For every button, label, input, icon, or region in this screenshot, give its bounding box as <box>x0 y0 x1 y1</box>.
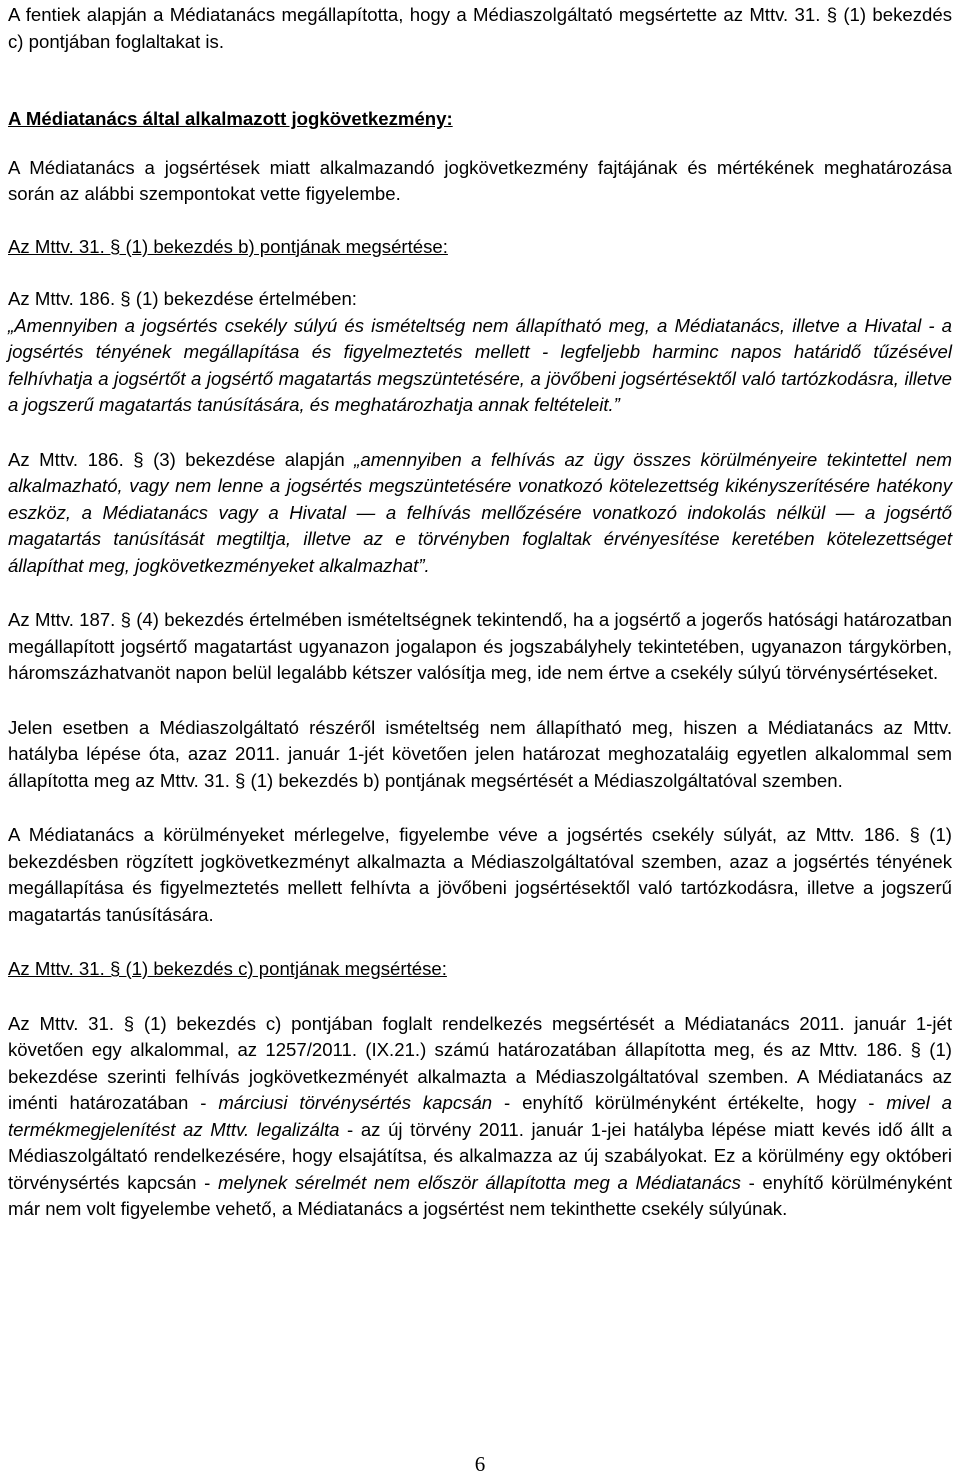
intro-paragraph: A fentiek alapján a Médiatanács megállapította, hogy a Médiaszolgáltató megsértette az Mttv. 31. § (1) bekezdés c) pontjában foglaltakat is. <box>8 4 952 52</box>
mttv-186-1-intro: Az Mttv. 186. § (1) bekezdése értelmében: <box>8 288 357 309</box>
mttv-31c-text-3: - az új törvény 2011. január 1-jei hatályba lépése miatt kevés idő állt a Médiaszolgáltató rendelkezésére, hogy elsajátítsa, és alkalmazza az új szabályokat. Ez a körülmény egy októberi törvénysértés kapcsán - <box>8 1118 952 1193</box>
mttv-31c-text-2: - enyhítő körülményként értékelte, hogy - <box>492 1092 887 1113</box>
sanction-paragraph: A Médiatanács a jogsértések miatt alkalmazandó jogkövetkezmény fajtájának és mértékének meghatározása során az alábbi szempontokat vette figyelembe. <box>8 156 952 204</box>
mttv-31c-italic-1: márciusi törvénysértés kapcsán <box>218 1092 493 1113</box>
section-heading-sanction: A Médiatanács által alkalmazott jogkövetkezmény: <box>8 108 453 129</box>
mttv-31c-italic-2: mivel a termékmegjelenítést az Mttv. legalizálta <box>8 1092 952 1140</box>
mttv-187-paragraph: Az Mttv. 187. § (4) bekezdés értelmében ismételtségnek tekintendő, ha a jogsértő a jogerős hatósági határozatban megállapított jogsértő magatartást ugyanazon jogalapon és jogszabályhely tekintetében, ugyanazon tárgykörben, háromszázhatvanöt napon belül legalább kétszer valósítja meg, ide nem értve a csekély súlyú törvénysértéseket. <box>8 609 952 683</box>
mttv-31c-text-4: - enyhítő körülményként már nem volt figyelembe vehető, a Médiatanács a jogsértést nem tekinthette csekély súlyúnak. <box>8 1171 952 1219</box>
section-heading-31c: Az Mttv. 31. § (1) bekezdés c) pontjának megsértése: <box>8 958 447 979</box>
present-case-paragraph: Jelen esetben a Médiaszolgáltató részéről ismételtség nem állapítható meg, hiszen a Médiatanács az Mttv. hatályba lépése óta, azaz 2011. január 1-jét követően jelen határozat meghozataláig egyetlen alkalommal sem állapította meg az Mttv. 31. § (1) bekezdés b) pontjának megsértését a Médiaszolgáltatóval szemben. <box>8 716 952 791</box>
mttv-31c-text-1: Az Mttv. 31. § (1) bekezdés c) pontjában foglalt rendelkezés megsértését a Médiatanács 2011. január 1-jét követően egy alkalommal, az 1257/2011. (IX.21.) számú határozatában állapította meg, és az Mttv. 186. § (1) bekezdése szerinti felhívás jogkövetkezményét alkalmazta a Médiaszolgáltatóval szemben. A Médiatanács az iménti határozatában - <box>8 1012 952 1113</box>
mttv-186-3-quote: „amennyiben a felhívás az ügy összes körülményeire tekintettel nem alkalmazható, vagy nem lenne a jogsértés megszüntetésére vonatkozó kötelezettség kikényszerítésére hatékony eszköz, a Médiatanács vagy a Hivatal — a felhívás mellőzésére vonatkozó indokolás nélkül — a jogsértő magatartás tanúsítását megtiltja, illetve az e törvényben foglaltak érvényesítése keretében kötelezettséget állapíthat meg, jogkövetkezményeket alkalmazhat”. <box>8 448 952 576</box>
section-heading-31b: Az Mttv. 31. § (1) bekezdés b) pontjának megsértése: <box>8 235 448 257</box>
mttv-31c-paragraph <box>8 1011 952 1223</box>
mttv-186-1-quote: „Amennyiben a jogsértés csekély súlyú és ismételtség nem állapítható meg, a Médiatanács, illetve a Hivatal - a jogsértés tényének megállapítása és figyelmeztetés mellett - legfeljebb harminc napos határidő tűzésével felhívhatja a jogsértőt a jogsértő magatartás megszüntetésére, a jövőbeni jogsértésektől való tartózkodásra, illetve a jogszerű magatartás tanúsítására, és meghatározhatja annak feltételeit.” <box>8 314 952 415</box>
document-page <box>8 0 952 1223</box>
page-number: 6 <box>474 1452 486 1476</box>
mttv-186-3-lead: Az Mttv. 186. § (3) bekezdése alapján <box>8 448 355 470</box>
mttv-31c-italic-3: melynek sérelmét nem először állapította meg a Médiatanács <box>218 1171 741 1193</box>
decision-paragraph: A Médiatanács a körülményeket mérlegelve, figyelembe véve a jogsértés csekély súlyát, az Mttv. 186. § (1) bekezdésben rögzített jogkövetkezményt alkalmazta a Médiaszolgáltatóval szemben, azaz a jogsértés tényének megállapítása és figyelmeztetés mellett felhívta a jövőbeni jogsértésektől való tartózkodásra, illetve a jogszerű magatartás tanúsítására. <box>8 824 952 925</box>
mttv-186-3-paragraph <box>8 447 952 580</box>
